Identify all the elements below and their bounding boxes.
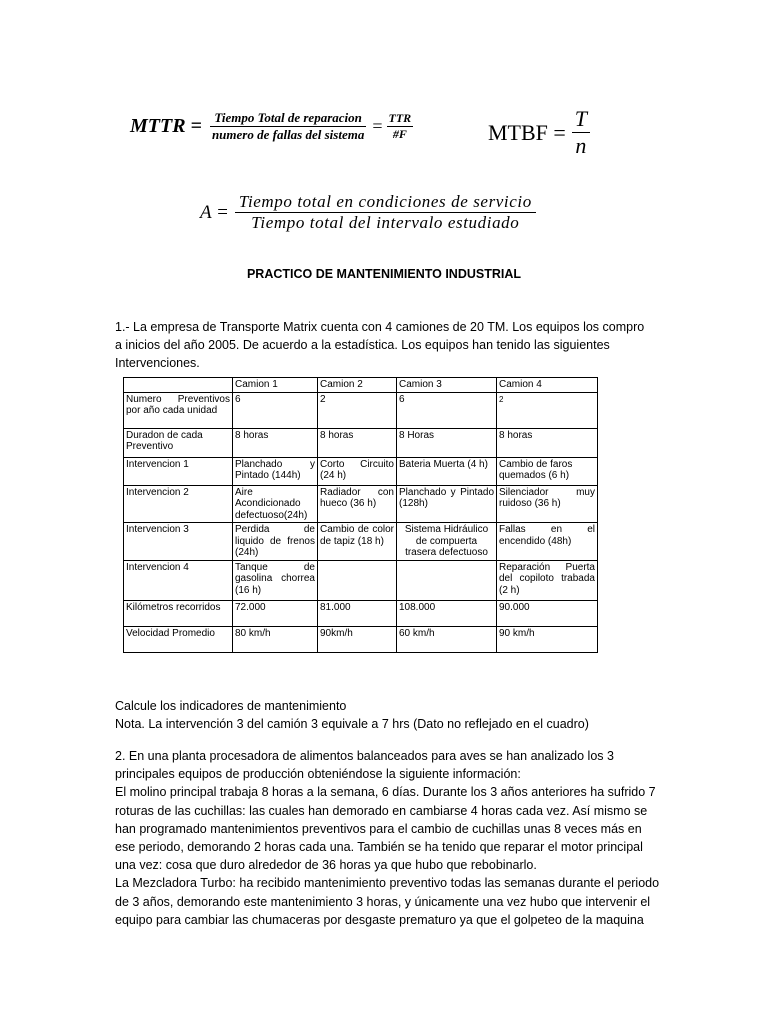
table-cell: Tanque de gasolina chorrea (16 h) <box>233 560 318 600</box>
header-cell: Camion 4 <box>497 378 598 393</box>
text-line: 1.- La empresa de Transporte Matrix cuenta con 4 camiones de 20 TM. Los equipos los compro <box>115 320 645 334</box>
instructions <box>115 697 675 733</box>
mtbf-formula <box>488 106 590 159</box>
table-cell: 6 <box>233 392 318 428</box>
table-row <box>124 392 598 428</box>
mttr-numerator: Tiempo Total de reparacion <box>214 110 362 125</box>
table-cell: 90 km/h <box>497 626 598 652</box>
mttr-lhs: MTTR = <box>130 115 202 137</box>
text-line: El molino principal trabaja 8 horas a la semana, 6 días. Durante los 3 años anteriores ha sufrido 7 <box>115 785 656 800</box>
problem-2 <box>115 747 675 929</box>
table-cell: Bateria Muerta (4 h) <box>397 457 497 485</box>
mttr-short-fraction <box>387 111 414 142</box>
table-cell: Intervencion 3 <box>124 523 233 561</box>
table-cell: 2 <box>497 392 598 428</box>
table-cell: Planchado y Pintado (144h) <box>233 457 318 485</box>
text-line: principales equipos de producción obteniéndose la siguiente información: <box>115 767 521 782</box>
availability-denominator: Tiempo total del intervalo estudiado <box>251 213 520 232</box>
text-line: una vez: cosa que duro alrededor de 36 horas ya que hubo que rebobinarlo. <box>115 858 537 873</box>
text-line: ese periodo, demorando 2 horas cada una. También se ha tenido que reparar el motor principal <box>115 840 643 855</box>
header-cell <box>124 378 233 393</box>
mttr-short-denominator: #F <box>392 127 407 141</box>
table-row <box>124 485 598 523</box>
header-cell: Camion 3 <box>397 378 497 393</box>
table-row <box>124 457 598 485</box>
availability-numerator: Tiempo total en condiciones de servicio <box>238 192 532 211</box>
table-cell: Aire Acondicionado defectuoso(24h) <box>233 485 318 523</box>
table-cell <box>397 560 497 600</box>
table-cell: Sistema Hidráulico de compuerta trasera defectuoso <box>397 523 497 561</box>
table-cell: 8 horas <box>497 428 598 457</box>
mtbf-fraction <box>572 106 590 159</box>
header-cell: Camion 1 <box>233 378 318 393</box>
table-cell: Reparación Puerta del copiloto trabada (2 h) <box>497 560 598 600</box>
table-row <box>124 523 598 561</box>
table-cell: Planchado y Pintado (128h) <box>397 485 497 523</box>
table-cell: Intervencion 2 <box>124 485 233 523</box>
table-cell: 81.000 <box>318 600 397 626</box>
table-cell: Velocidad Promedio <box>124 626 233 652</box>
availability-fraction <box>235 192 536 233</box>
table-cell: 8 horas <box>318 428 397 457</box>
table-cell: Cambio de faros quemados (6 h) <box>497 457 598 485</box>
mttr-formula <box>130 110 413 143</box>
text-line: han programado mantenimientos preventivos para el cambio de cuchillas unas 8 veces más en <box>115 821 642 836</box>
table-cell: Duradon de cada Preventivo <box>124 428 233 457</box>
table-cell: 108.000 <box>397 600 497 626</box>
text-line: Calcule los indicadores de mantenimiento <box>115 699 347 713</box>
mtbf-numerator: T <box>574 106 587 131</box>
text-line: a inicios del año 2005. De acuerdo a la estadística. Los equipos han tenido las siguientes <box>115 338 610 353</box>
mttr-fraction <box>210 110 366 143</box>
text-line: de 3 años, demorando este mantenimiento 3 horas, y únicamente una vez hubo que intervenir el <box>115 894 651 909</box>
mtbf-lhs: MTBF = <box>488 119 566 145</box>
header-cell: Camion 2 <box>318 378 397 393</box>
table-cell: Kilómetros recorridos <box>124 600 233 626</box>
table-cell: Corto Circuito (24 h) <box>318 457 397 485</box>
text-line: equipo para cambiar las chumaceras por desgaste prematuro ya que el golpeteo de la maquina <box>115 912 644 927</box>
table-cell: Intervencion 4 <box>124 560 233 600</box>
table-cell: 60 km/h <box>397 626 497 652</box>
table-cell: 80 km/h <box>233 626 318 652</box>
mttr-short-numerator: TTR <box>388 111 412 125</box>
text-line: 2. En una planta procesadora de alimentos balanceados para aves se han analizado los 3 <box>115 749 614 763</box>
table-cell: Fallas en el encendido (48h) <box>497 523 598 561</box>
mtbf-denominator: n <box>575 133 587 158</box>
table-cell: Intervencion 1 <box>124 457 233 485</box>
text-line: La Mezcladora Turbo: ha recibido mantenimiento preventivo todas las semanas durante el periodo <box>115 876 660 891</box>
table-cell: Silenciador muy ruidoso (36 h) <box>497 485 598 523</box>
table-cell: Cambio de color de tapiz (18 h) <box>318 523 397 561</box>
interventions-table <box>123 377 598 653</box>
table-header-row <box>124 378 598 393</box>
table-row <box>124 428 598 457</box>
page-title: PRACTICO DE MANTENIMIENTO INDUSTRIAL <box>246 267 522 281</box>
table-cell <box>318 560 397 600</box>
table-cell: 90.000 <box>497 600 598 626</box>
table-cell: 6 <box>397 392 497 428</box>
mttr-denominator: numero de fallas del sistema <box>211 127 365 142</box>
text-line: Nota. La intervención 3 del camión 3 equivale a 7 hrs (Dato no reflejado en el cuadro) <box>115 717 589 732</box>
problem-1-intro <box>115 318 675 373</box>
text-line: roturas de las cuchillas: las cuales han demorado en cambiarse 4 horas cada vez. Así mismo se <box>115 803 648 818</box>
table-cell: 8 Horas <box>397 428 497 457</box>
mttr-operator: = <box>372 116 383 136</box>
table-cell: 72.000 <box>233 600 318 626</box>
table-cell: 90km/h <box>318 626 397 652</box>
table-row <box>124 600 598 626</box>
availability-lhs: A = <box>200 201 229 223</box>
table-cell: Radiador con hueco (36 h) <box>318 485 397 523</box>
table-row <box>124 560 598 600</box>
table-row <box>124 626 598 652</box>
text-line: Intervenciones. <box>115 356 200 371</box>
table-cell: 8 horas <box>233 428 318 457</box>
table-cell: Numero Preventivos por año cada unidad <box>124 392 233 428</box>
table-cell: 2 <box>318 392 397 428</box>
availability-formula <box>200 192 536 233</box>
table-cell: Perdida de liquido de frenos (24h) <box>233 523 318 561</box>
